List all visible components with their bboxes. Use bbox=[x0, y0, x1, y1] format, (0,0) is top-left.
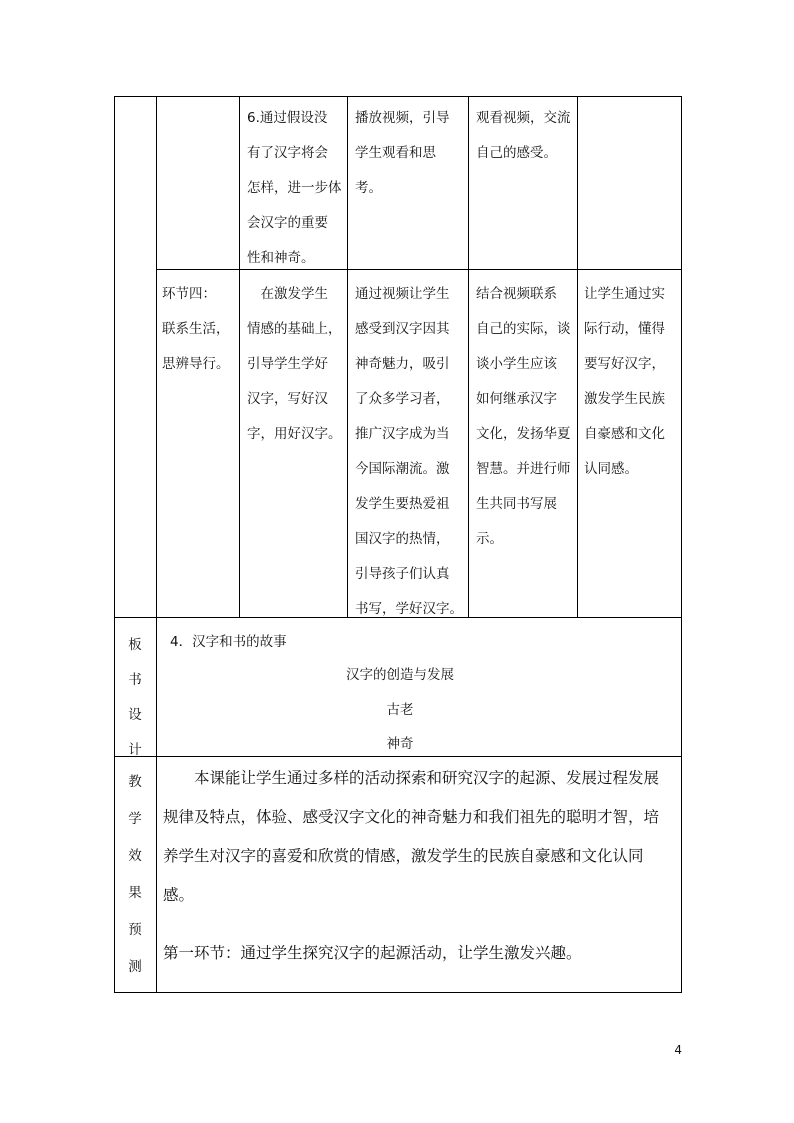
board-design-label-char: 板 bbox=[128, 637, 142, 653]
table-line bbox=[681, 96, 682, 993]
effect-forecast-label-char: 测 bbox=[128, 959, 142, 975]
step4-content-cell: 在激发学生 情感的基础上， 引导学生学好 汉字，写好汉 字，用好汉字。 bbox=[247, 286, 342, 442]
table-line bbox=[468, 96, 469, 618]
effect-forecast-label-char: 预 bbox=[128, 922, 142, 938]
effect-forecast-label-char: 学 bbox=[128, 811, 142, 827]
step4-step-cell: 环节四： 联系生活， 思辨导行。 bbox=[162, 286, 230, 372]
board-design-label-char: 书 bbox=[128, 672, 142, 688]
table-line bbox=[114, 992, 682, 993]
step4-intent-cell: 让学生通过实 际行动，懂得 要写好汉字， 激发学生民族 自豪感和文化 认同感。 bbox=[584, 286, 665, 477]
board-design-line: 神奇 bbox=[386, 736, 414, 752]
effect-forecast-label-char: 果 bbox=[128, 885, 142, 901]
table-line bbox=[347, 96, 348, 618]
effect-forecast-label bbox=[115, 764, 155, 986]
table-line bbox=[156, 96, 157, 993]
effect-forecast-label-char: 效 bbox=[128, 848, 142, 864]
effect-forecast-first-step: 第一环节：通过学生探究汉字的起源活动，让学生激发兴趣。 bbox=[163, 944, 582, 962]
page-number: 4 bbox=[674, 1043, 682, 1057]
hypothesis-teacher-cell: 播放视频，引导 学生观看和思 考。 bbox=[355, 110, 450, 196]
step4-teacher-cell: 通过视频让学生 感受到汉字因其 神奇魅力，吸引 了众多学习者， 推广汉字成为当 今国际潮流。激 发学生要热爱祖 国汉字的热情， 引导孩子们认真 书写，学好汉字。 bbox=[355, 286, 463, 617]
effect-forecast-label-char: 教 bbox=[128, 774, 142, 790]
table-line bbox=[114, 96, 682, 97]
table-line bbox=[577, 96, 578, 618]
board-design-label bbox=[115, 628, 155, 768]
board-design-line: 古老 bbox=[386, 702, 414, 718]
step4-student-cell: 结合视频联系 自己的实际，谈 谈小学生应该 如何继承汉字 文化，发扬华夏 智慧。并进行师 生共同书写展 示。 bbox=[476, 286, 571, 547]
table-line bbox=[239, 96, 240, 618]
board-design-label-char: 计 bbox=[128, 742, 142, 758]
effect-forecast-paragraph: 本课能让学生通过多样的活动探索和研究汉字的起源、发展过程发展 规律及特点，体验、感受汉字文化的神奇魅力和我们祖先的聪明才智，培 养学生对汉字的喜爱和欣赏的情感，激发学生的民族自豪感和文化认同 感。 bbox=[163, 769, 660, 904]
board-design-title: 4．汉字和书的故事 bbox=[170, 634, 287, 650]
table-line bbox=[156, 269, 682, 270]
hypothesis-content-cell: 6.通过假设没 有了汉字将会 怎样，进一步体 会汉字的重要 性和神奇。 bbox=[247, 110, 342, 266]
board-design-label-char: 设 bbox=[128, 707, 142, 723]
board-design-line: 汉字的创造与发展 bbox=[346, 667, 454, 683]
hypothesis-student-cell: 观看视频，交流 自己的感受。 bbox=[476, 110, 571, 161]
